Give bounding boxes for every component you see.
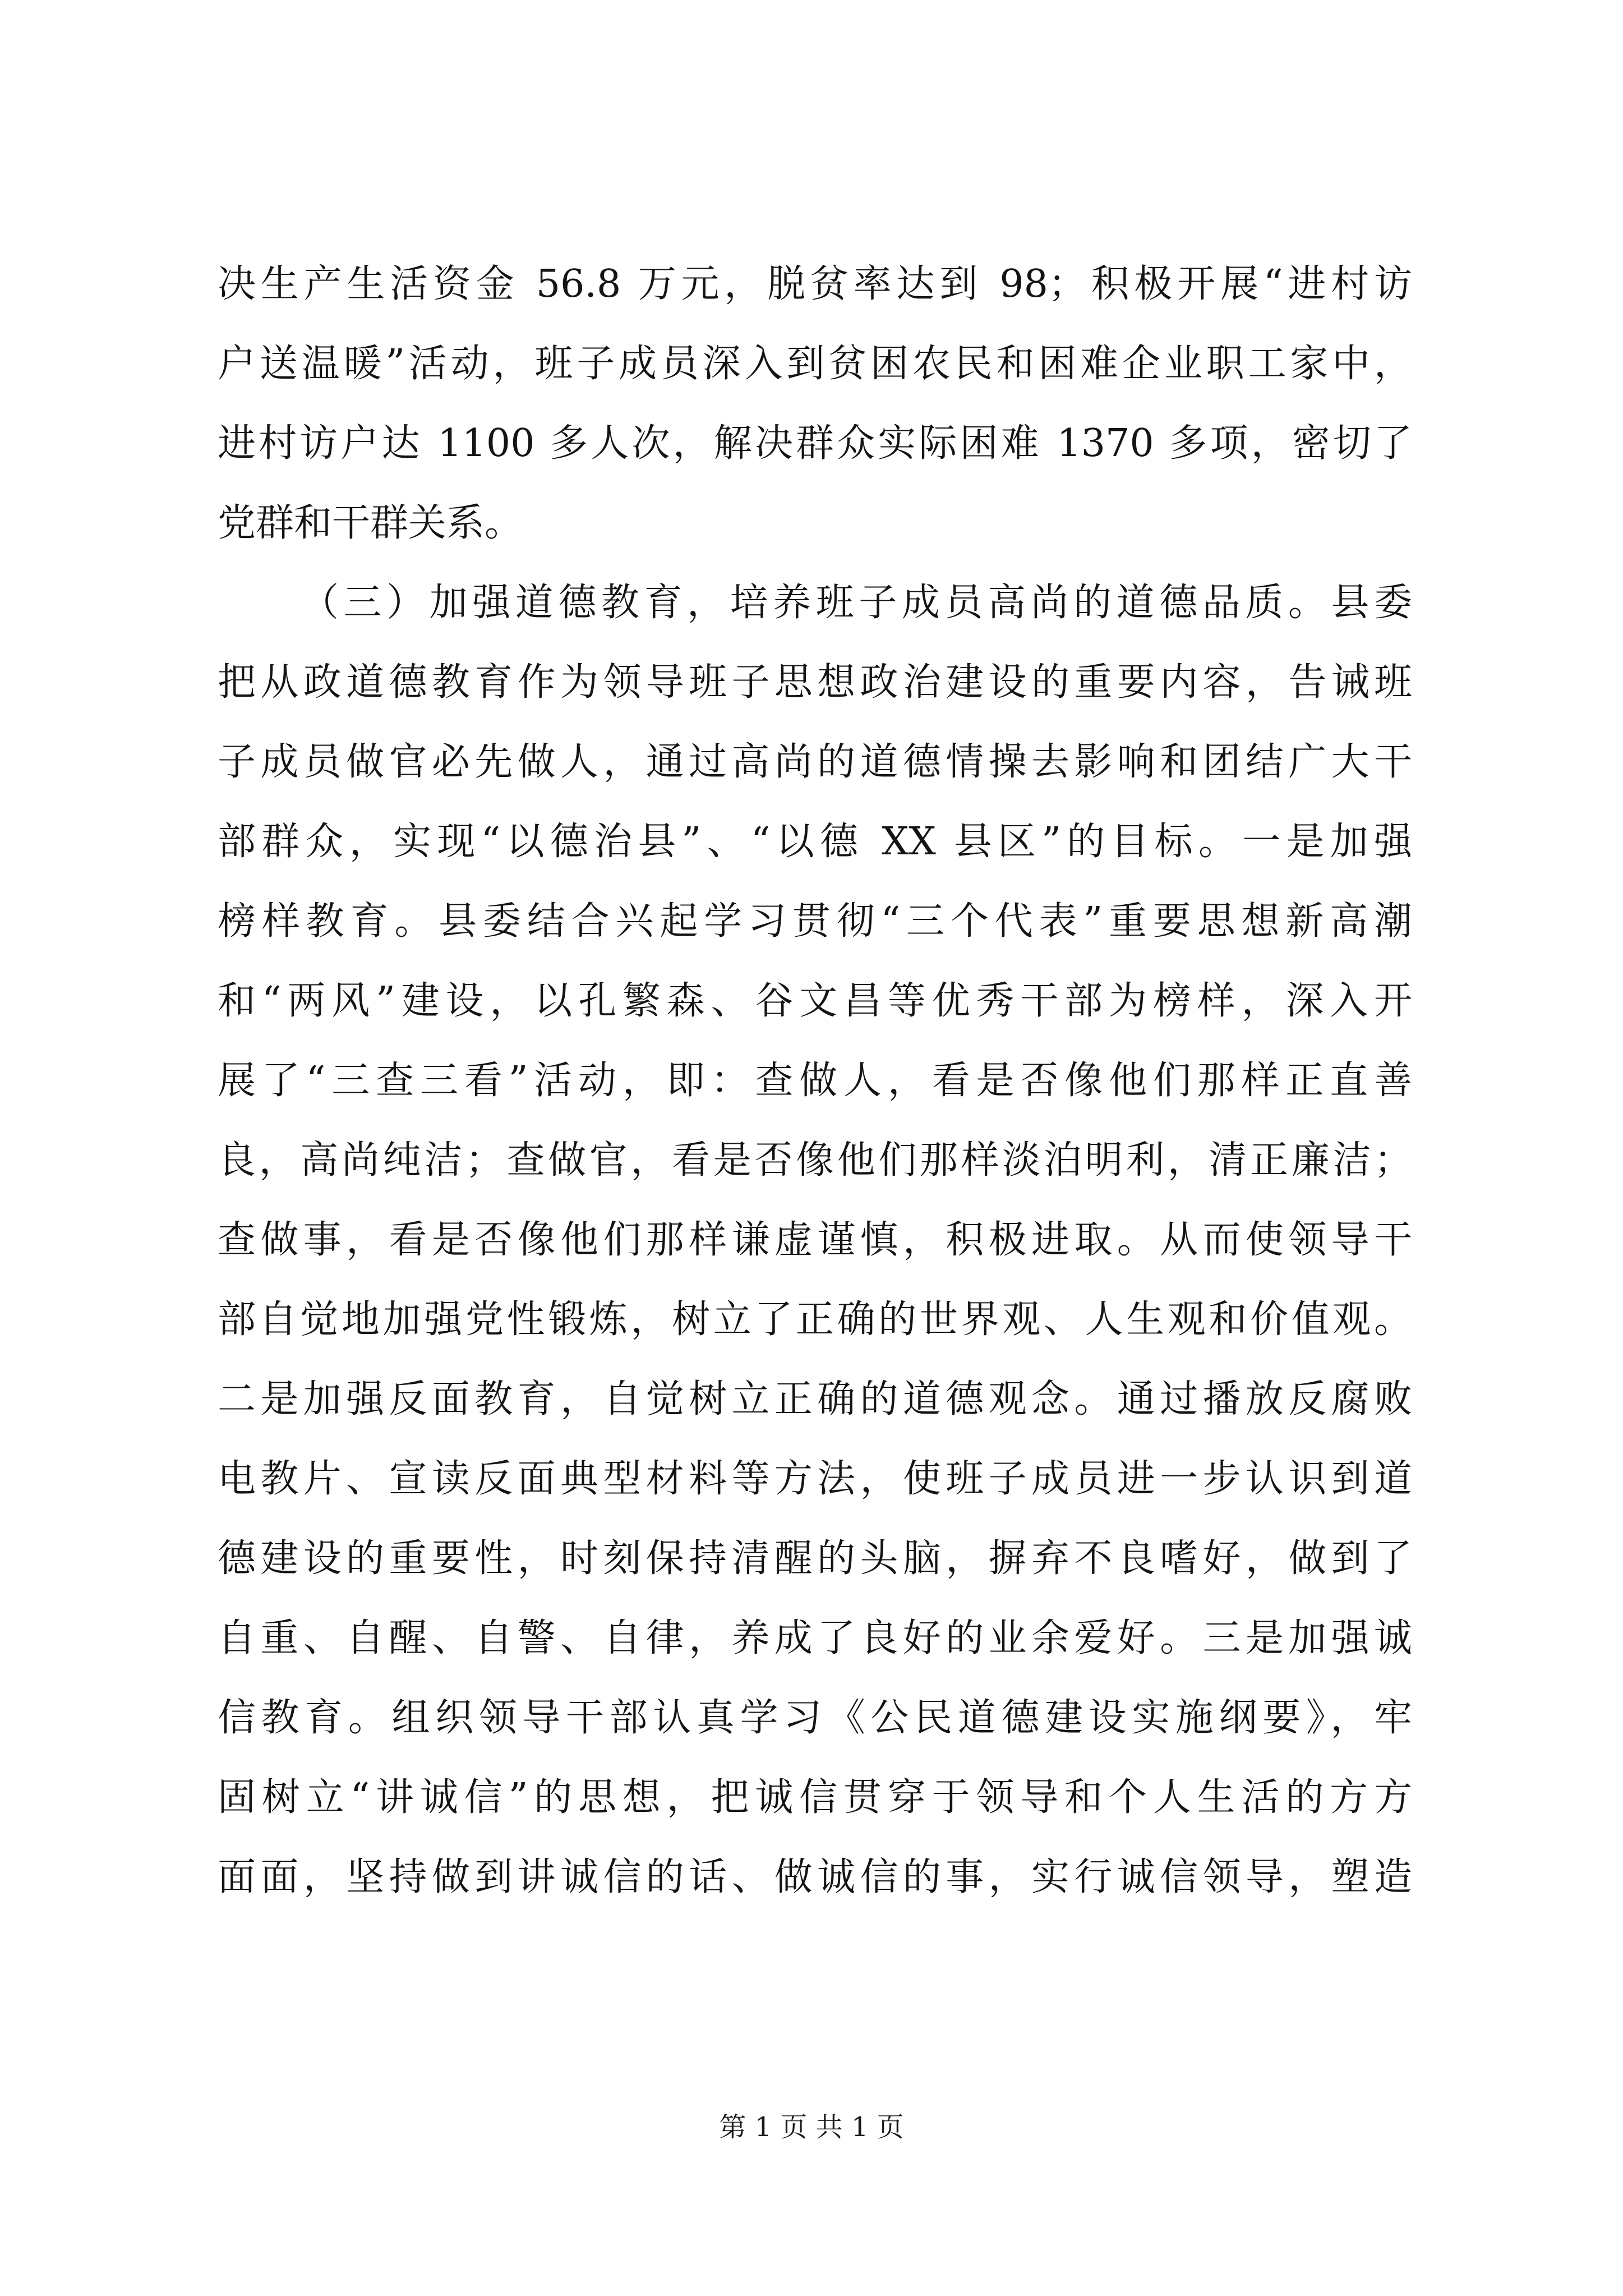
text-line: 信教育。组织领导干部认真学习《公民道德建设实施纲要》，牢 — [218, 1696, 1412, 1740]
text-line: 榜样教育。县委结合兴起学习贯彻“三个代表”重要思想新高潮 — [218, 899, 1412, 944]
text-line: 子成员做官必先做人，通过高尚的道德情操去影响和团结广大干 — [218, 740, 1412, 784]
text-line: 电教片、宣读反面典型材料等方法，使班子成员进一步认识到道 — [218, 1457, 1412, 1501]
text-line: 面面，坚持做到讲诚信的话、做诚信的事，实行诚信领导，塑造 — [218, 1855, 1412, 1899]
text-line: 自重、自醒、自警、自律，养成了良好的业余爱好。三是加强诚 — [218, 1616, 1412, 1660]
text-line: 决生产生活资金 56.8 万元，脱贫率达到 98；积极开展“进村访 — [218, 262, 1412, 306]
text-line: 部自觉地加强党性锻炼，树立了正确的世界观、人生观和价值观。 — [218, 1297, 1412, 1342]
text-line: 查做事，看是否像他们那样谦虚谨慎，积极进取。从而使领导干 — [218, 1218, 1412, 1262]
text-line: 户送温暖”活动，班子成员深入到贫困农民和困难企业职工家中， — [218, 342, 1412, 386]
body-text — [218, 245, 1412, 2068]
text-line: （三）加强道德教育，培养班子成员高尚的道德品质。县委 — [301, 581, 1412, 625]
text-line: 进村访户达 1100 多人次，解决群众实际困难 1370 多项，密切了 — [218, 421, 1412, 466]
text-line: 把从政道德教育作为领导班子思想政治建设的重要内容，告诫班 — [218, 660, 1412, 705]
text-line: 固树立“讲诚信”的思想，把诚信贯穿于领导和个人生活的方方 — [218, 1775, 1412, 1820]
text-line: 党群和干群关系。 — [218, 501, 523, 545]
text-line: 展了“三查三看”活动，即：查做人，看是否像他们那样正直善 — [218, 1059, 1412, 1103]
text-line: 德建设的重要性，时刻保持清醒的头脑，摒弃不良嗜好，做到了 — [218, 1536, 1412, 1581]
text-line: 和“两风”建设，以孔繁森、谷文昌等优秀干部为榜样，深入开 — [218, 979, 1412, 1023]
page-footer: 第 1 页 共 1 页 — [719, 2111, 904, 2143]
text-line: 二是加强反面教育，自觉树立正确的道德观念。通过播放反腐败 — [218, 1377, 1412, 1421]
text-line: 良，高尚纯洁；查做官，看是否像他们那样淡泊明利，清正廉洁； — [218, 1138, 1412, 1182]
text-line: 部群众，实现“以德治县”、“以德 XX 县区”的目标。一是加强 — [218, 820, 1412, 864]
